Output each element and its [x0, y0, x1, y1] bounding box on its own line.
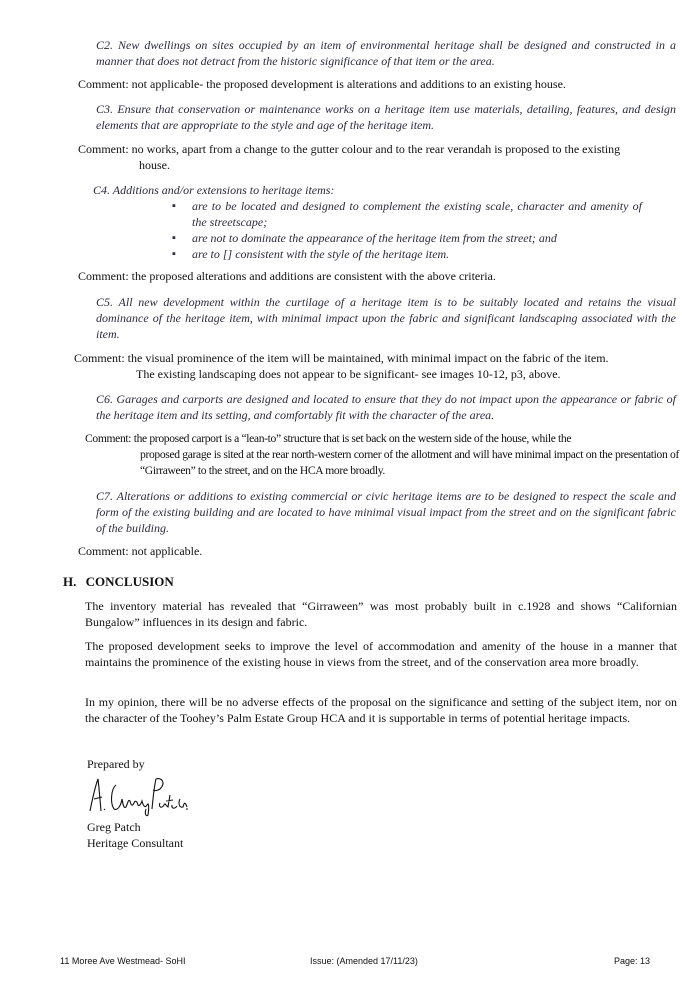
conclusion-paragraph-1: The inventory material has revealed that “Girraween” was most probably built in c.1928 and shows “Californian Bungalow” influences in its design and fabric.: [85, 599, 677, 629]
section-heading: [63, 574, 174, 590]
signatory-name: Greg Patch: [87, 820, 141, 834]
comment-c3-line2: house.: [139, 158, 170, 172]
list-item: ▪ are to be located and designed to complement the existing scale, character and amenity of the streetscape;: [172, 198, 642, 230]
criterion-c5: C5. All new development within the curtilage of a heritage item is to be suitably located and retains the visual dominance of the heritage item, with minimal impact upon the fabric and significant landscaping associated with the item.: [96, 295, 676, 341]
criterion-c7: C7. Alterations or additions to existing commercial or civic heritage items are to be designed to respect the scale and form of the existing building and are located to have minimal visual impact from the street and on the significant fabric of the building.: [96, 489, 676, 535]
criterion-c3: C3. Ensure that conservation or maintenance works on a heritage item use materials, detailing, features, and design elements that are appropriate to the style and age of the heritage item.: [96, 102, 676, 132]
comment-c6-rest: proposed garage is sited at the rear north-western corner of the allotment and will have minimal impact on the presentation of “Girraween” to the street, and on the HCA more broadly.: [140, 448, 679, 477]
footer-document-name: 11 Moree Ave Westmead- SoHI: [60, 956, 186, 966]
comment-c3-line1: Comment: no works, apart from a change to the gutter colour and to the rear verandah is proposed to the existing: [78, 142, 621, 156]
criterion-c6: C6. Garages and carports are designed and located to ensure that they do not impact upon the appearance or fabric of the heritage item and its setting, and comfortably fit with the character of the area.: [96, 392, 676, 422]
list-item: ▪ are not to dominate the appearance of the heritage item from the street; and: [172, 230, 642, 246]
prepared-by: Prepared by: [87, 757, 145, 771]
signature-graphic: [86, 773, 196, 817]
comment-c6: [85, 431, 679, 479]
comment-c5: [74, 350, 679, 382]
list-item: ▪ are to [] consistent with the style of the heritage item.: [172, 246, 642, 262]
comment-c4: Comment: the proposed alterations and additions are consistent with the above criteria.: [78, 269, 496, 283]
section-title: CONCLUSION: [85, 574, 174, 589]
comment-c6-line1: Comment: the proposed carport is a “lean-to” structure that is set back on the western side of the house, while the: [85, 432, 572, 445]
criterion-c2: C2. New dwellings on sites occupied by an item of environmental heritage shall be designed and constructed in a manner that does not detract from the historic significance of that item or the area.: [96, 38, 676, 68]
footer-page-number: Page: 13: [614, 956, 651, 966]
signature-image: [86, 773, 196, 817]
conclusion-paragraph-2: The proposed development seeks to improve the level of accommodation and amenity of the house in a manner that maintains the prominence of the existing house in views from the street, and of the conservation area more broadly.: [85, 639, 677, 669]
conclusion-paragraph-3: In my opinion, there will be no adverse effects of the proposal on the significance and setting of the subject item, nor on the character of the Toohey’s Palm Estate Group HCA and it is supportable in terms of potential heritage impacts.: [85, 695, 677, 725]
criterion-c4-list: [172, 198, 642, 262]
comment-c2: Comment: not applicable- the proposed development is alterations and additions to an existing house.: [78, 77, 566, 91]
comment-c5-line2: The existing landscaping does not appear to be significant- see images 10-12, p3, above.: [136, 367, 561, 381]
footer-issue: Issue: (Amended 17/11/23): [310, 956, 418, 966]
criterion-c4: C4. Additions and/or extensions to heritage items:: [93, 183, 335, 197]
comment-c3: [78, 141, 678, 173]
comment-c7: Comment: not applicable.: [78, 544, 203, 558]
comment-c5-line1: Comment: the visual prominence of the item will be maintained, with minimal impact on the fabric of the item.: [74, 351, 609, 365]
signatory-role: Heritage Consultant: [87, 836, 184, 850]
section-letter: H.: [63, 574, 77, 589]
